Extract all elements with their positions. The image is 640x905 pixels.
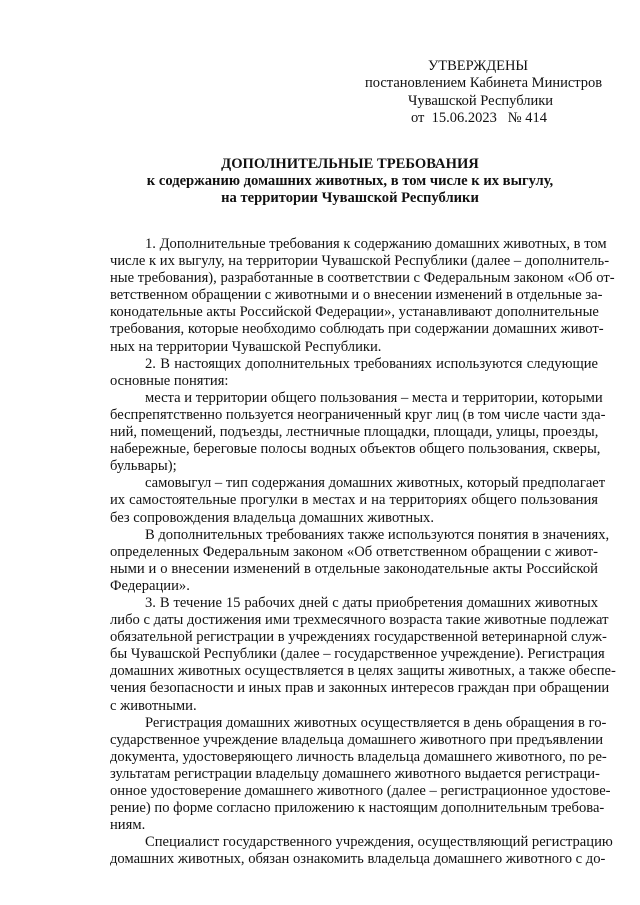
paragraph-line: ных на территории Чувашской Республики. bbox=[110, 338, 382, 355]
paragraph-line: ными и о внесении изменений в отдельные законодательные акты Российской bbox=[110, 560, 598, 577]
paragraph-line: числе к их выгулу, на территории Чувашской Республики (далее – дополнитель- bbox=[110, 253, 610, 270]
paragraph-line: онное удостоверение домашнего животного (далее – регистрационное удостове- bbox=[110, 783, 611, 799]
approval-heading: УТВЕРЖДЕНЫ bbox=[428, 58, 529, 74]
paragraph-line: Регистрация домашних животных осуществляется в день обращения в го- bbox=[145, 714, 607, 731]
paragraph-line: домашних животных осуществляется в целях защиты животных, а также обеспе- bbox=[110, 663, 616, 680]
paragraph-line: беспрепятственно пользуется неограниченный круг лиц (в том числе части зда- bbox=[110, 406, 606, 423]
paragraph bbox=[110, 236, 615, 356]
paragraph-line: бульвары); bbox=[110, 458, 177, 475]
paragraph bbox=[110, 714, 611, 835]
paragraph-line: документа, удостоверяющего личность владельца домашнего животного, по ре- bbox=[110, 748, 607, 765]
paragraph-line: конодательные акты Российской Федерации», устанавливают дополнительные bbox=[110, 304, 599, 321]
paragraph-line: ветственном обращении с животными и о внесении изменений в отдельные за- bbox=[110, 287, 603, 304]
paragraph-line: обязательной регистрации в учреждениях государственной ветеринарной служ- bbox=[110, 629, 607, 646]
paragraph-line: Специалист государственного учреждения, осуществляющий регистрацию bbox=[145, 834, 613, 851]
paragraph bbox=[110, 356, 598, 390]
paragraph-line: ниям. bbox=[110, 817, 146, 834]
paragraph-line: 2. В настоящих дополнительных требованиях используются следующие bbox=[145, 355, 598, 372]
title-line: ДОПОЛНИТЕЛЬНЫЕ ТРЕБОВАНИЯ bbox=[221, 156, 479, 172]
paragraph-line: самовыгул – тип содержания домашних животных, который предполагает bbox=[145, 475, 606, 492]
paragraph bbox=[110, 526, 610, 595]
paragraph-line: с животными. bbox=[110, 697, 197, 714]
paragraph-line: либо с даты достижения ими трехмесячного возраста такие животные подлежат bbox=[110, 612, 609, 629]
paragraph bbox=[110, 834, 613, 868]
paragraph-line: основные понятия: bbox=[110, 372, 229, 389]
paragraph-line: набережные, береговые полосы водных объектов общего пользования, скверы, bbox=[110, 441, 601, 458]
approval-issuer: постановлением Кабинета Министров bbox=[365, 75, 603, 92]
paragraph-line: определенных Федеральным законом «Об ответственном обращении с живот- bbox=[110, 543, 598, 560]
paragraph-line: домашних животных, обязан ознакомить владельца домашнего животного с до- bbox=[110, 851, 606, 868]
paragraph-line: места и территории общего пользования – места и территории, которыми bbox=[145, 389, 603, 406]
document-body bbox=[110, 236, 616, 868]
document-title bbox=[60, 156, 640, 208]
paragraph-line: 1. Дополнительные требования к содержанию домашних животных, в том bbox=[145, 236, 607, 252]
approval-date-number: от 15.06.2023 № 414 bbox=[411, 109, 547, 126]
approval-republic: Чувашской Республики bbox=[408, 92, 554, 109]
paragraph-line: ные требования), разработанные в соответствии с Федеральным законом «Об от- bbox=[110, 270, 615, 287]
approval-block bbox=[365, 58, 610, 127]
paragraph bbox=[110, 594, 616, 715]
paragraph-line: чения безопасности и иных прав и законных интересов граждан при обращении bbox=[110, 680, 610, 697]
paragraph bbox=[110, 475, 606, 526]
paragraph-line: их самостоятельные прогулки в местах и на территориях общего пользования bbox=[110, 492, 598, 509]
paragraph-line: сударственное учреждение владельца домашнего животного при предъявлении bbox=[110, 731, 604, 748]
paragraph-line: 3. В течение 15 рабочих дней с даты приобретения домашних животных bbox=[145, 594, 598, 611]
paragraph bbox=[110, 389, 606, 475]
paragraph-line: Федерации». bbox=[110, 577, 190, 594]
paragraph-line: зультатам регистрации владельцу домашнего животного выдается регистраци- bbox=[110, 765, 600, 782]
paragraph-line: требования, которые необходимо соблюдать при содержании домашних живот- bbox=[110, 321, 604, 338]
paragraph-line: В дополнительных требованиях также используются понятия в значениях, bbox=[145, 526, 610, 543]
title-line: к содержанию домашних животных, в том числе к их выгулу, bbox=[146, 173, 554, 190]
paragraph-line: без сопровождения владельца домашних животных. bbox=[110, 509, 434, 526]
title-line: на территории Чувашской Республики bbox=[221, 190, 479, 207]
paragraph-line: ний, помещений, подъезды, лестничные площадки, площади, улицы, проезды, bbox=[110, 424, 599, 441]
paragraph-line: бы Чувашской Республики (далее – государственное учреждение). Регистрация bbox=[110, 646, 605, 663]
paragraph-line: рение) по форме согласно приложению к настоящим дополнительным требова- bbox=[110, 800, 605, 817]
